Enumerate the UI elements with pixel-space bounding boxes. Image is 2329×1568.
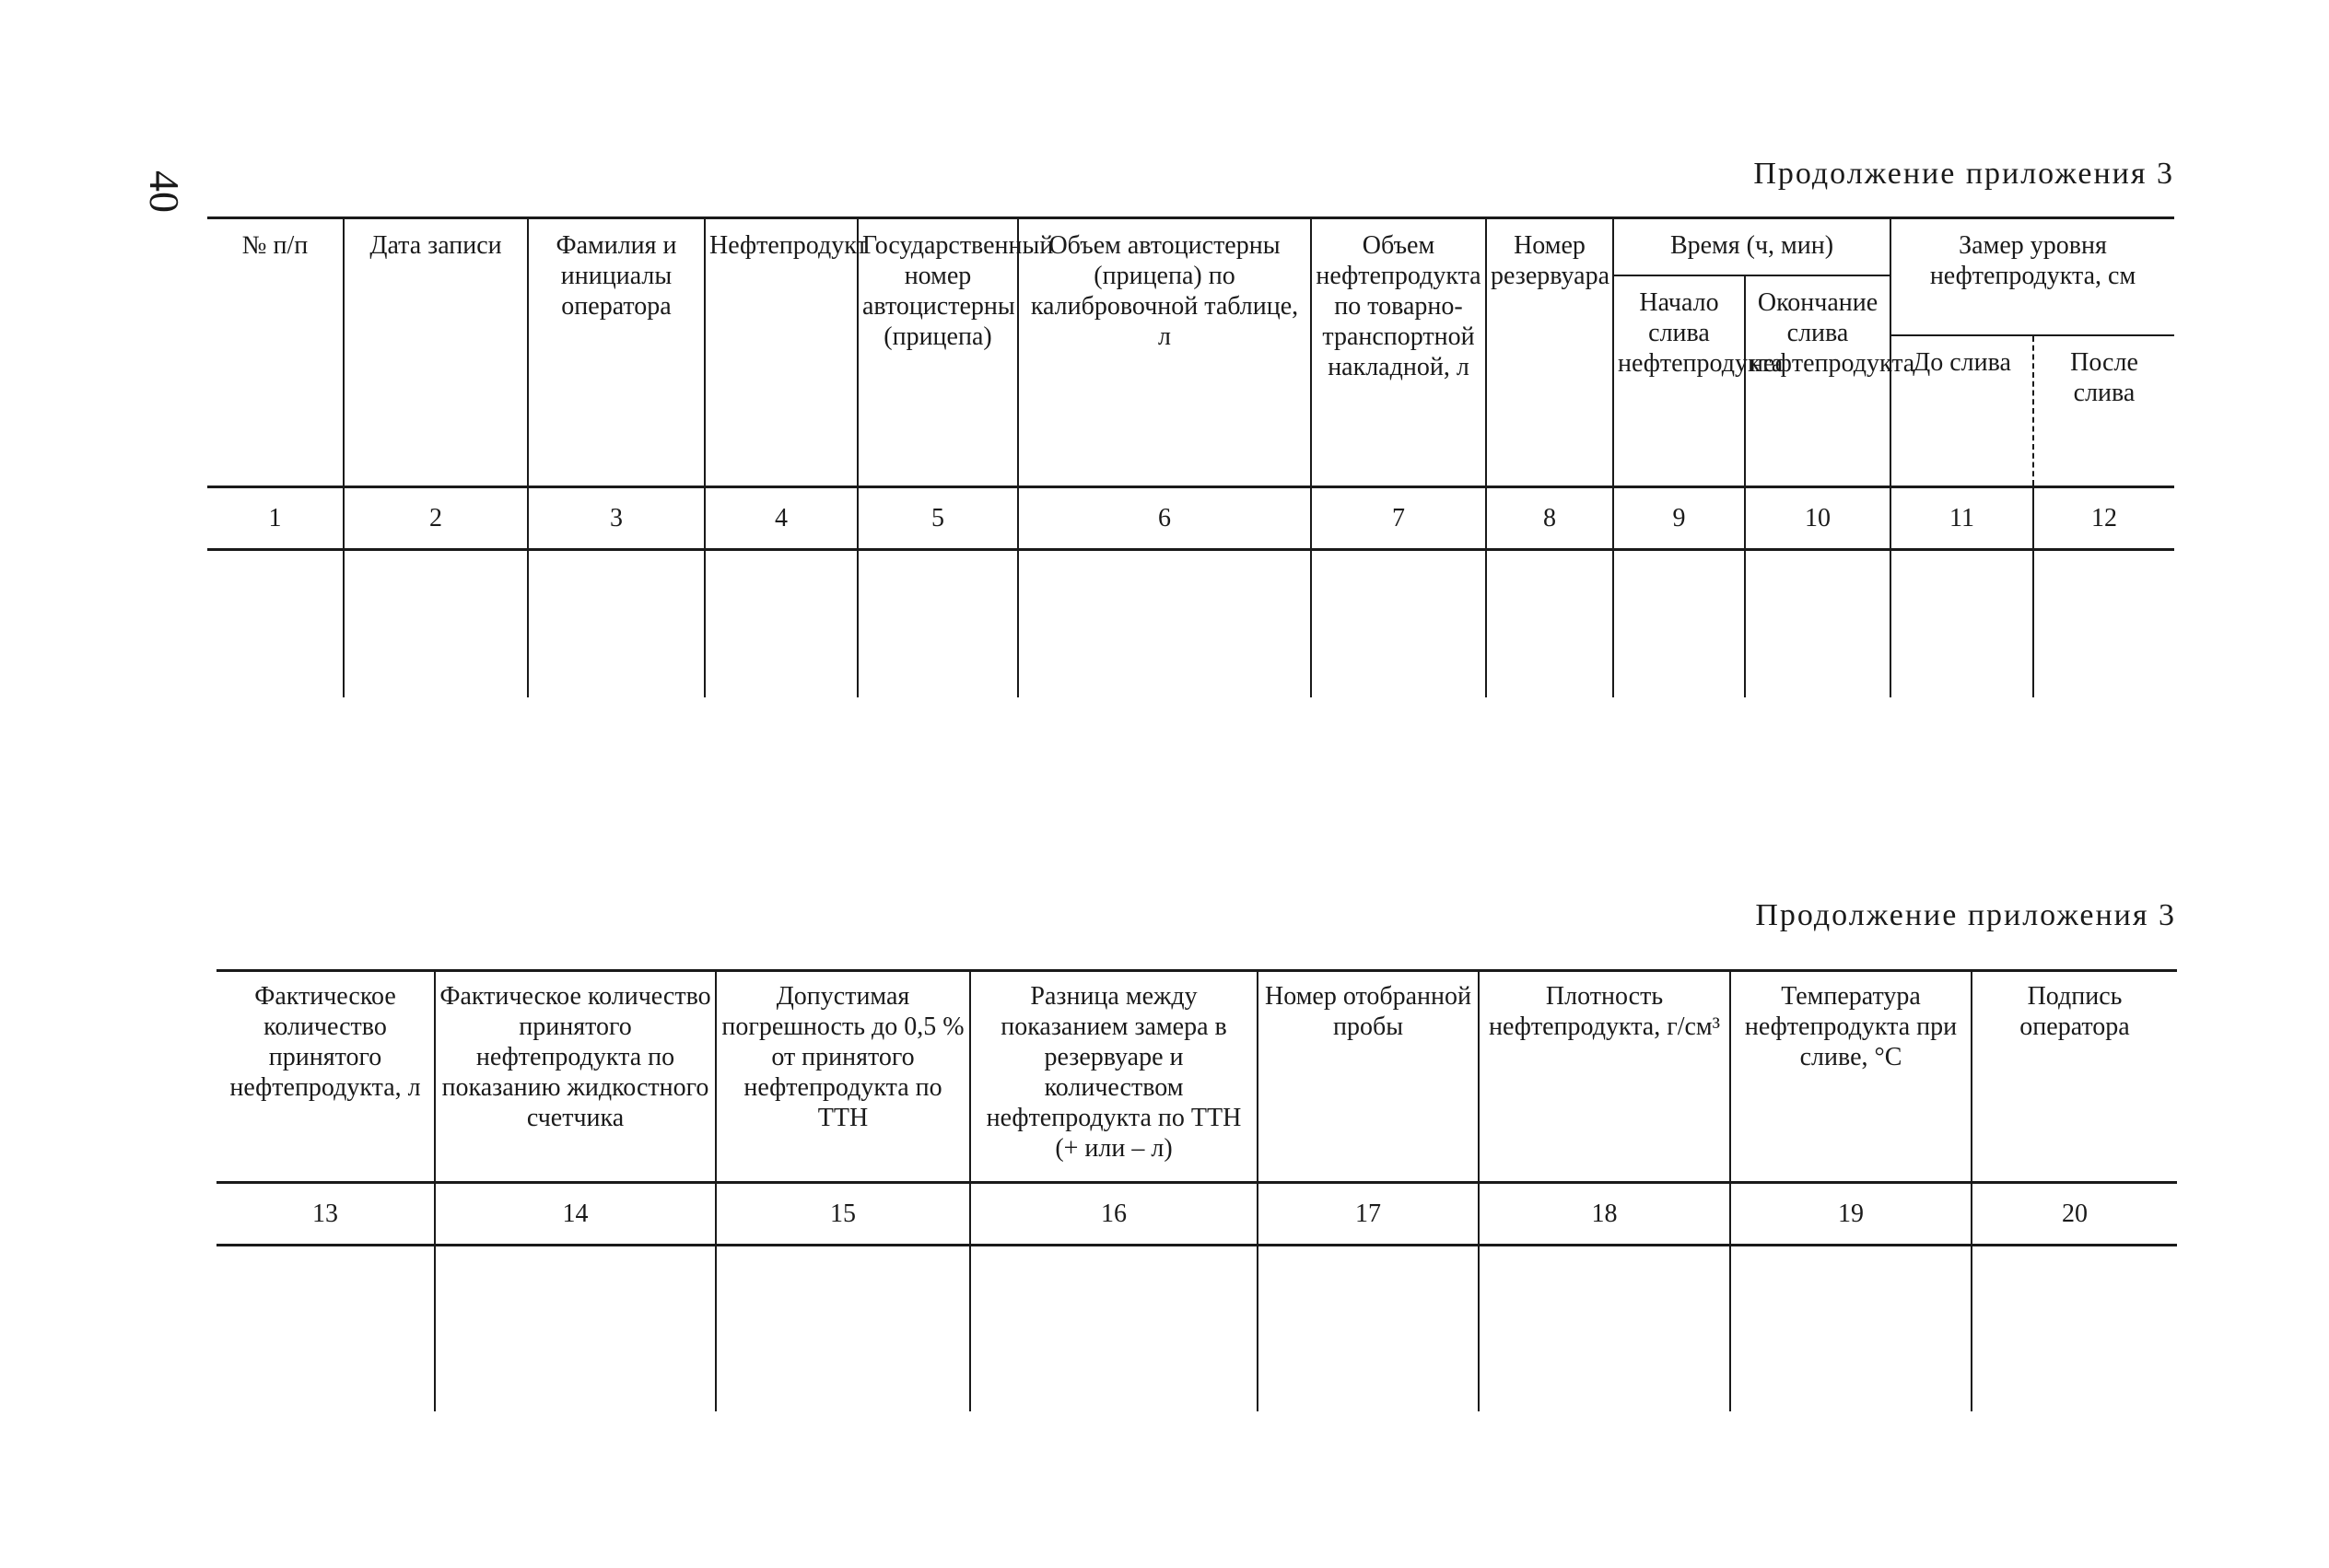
header-col-17: Номер отобранной пробы <box>1258 971 1479 1183</box>
header-col-2: Дата записи <box>344 218 528 487</box>
continuation-title-2: Продолжение приложения 3 <box>1755 898 2176 932</box>
col-number-19: 19 <box>1730 1183 1972 1246</box>
header-col-13: Фактическое количество принятого нефтепродукта, л <box>217 971 435 1183</box>
col-number-20: 20 <box>1972 1183 2177 1246</box>
data-cell <box>970 1246 1258 1411</box>
header-col-14: Фактическое количество принятого нефтепродукта по показанию жидкостного счетчика <box>435 971 716 1183</box>
data-cell <box>1890 550 2033 697</box>
col-number-12: 12 <box>2033 487 2174 550</box>
col-number-17: 17 <box>1258 1183 1479 1246</box>
header-col-5: Государственный номер автоцистерны (прицепа) <box>858 218 1018 487</box>
col-number-16: 16 <box>970 1183 1258 1246</box>
table-row <box>217 1246 2177 1411</box>
col-number-13: 13 <box>217 1183 435 1246</box>
header-col-20: Подпись оператора <box>1972 971 2177 1183</box>
header-group-time: Время (ч, мин) <box>1613 218 1890 275</box>
data-cell <box>1311 550 1486 697</box>
header-col-16: Разница между показанием замера в резервуаре и количеством нефтепродукта по ТТН (+ или – л) <box>970 971 1258 1183</box>
col-number-4: 4 <box>705 487 858 550</box>
data-cell <box>207 550 344 697</box>
continuation-title-1: Продолжение приложения 3 <box>1753 157 2174 191</box>
data-cell <box>344 550 528 697</box>
col-number-5: 5 <box>858 487 1018 550</box>
data-cell <box>1972 1246 2177 1411</box>
col-number-8: 8 <box>1486 487 1613 550</box>
journal-table-part-2 <box>217 969 2177 1411</box>
header-col-8: Номер резервуара <box>1486 218 1613 487</box>
data-cell <box>705 550 858 697</box>
data-cell <box>858 550 1018 697</box>
data-cell <box>716 1246 970 1411</box>
data-cell <box>2033 550 2174 697</box>
header-col-11: До слива <box>1890 335 2033 487</box>
col-number-14: 14 <box>435 1183 716 1246</box>
data-cell <box>217 1246 435 1411</box>
data-cell <box>435 1246 716 1411</box>
header-col-7: Объем нефтепродукта по товарно-транспортной накладной, л <box>1311 218 1486 487</box>
journal-table-part-1 <box>207 216 2174 697</box>
header-col-6: Объем автоцистерны (прицепа) по калибровочной таблице, л <box>1018 218 1311 487</box>
data-cell <box>1018 550 1311 697</box>
col-number-10: 10 <box>1745 487 1890 550</box>
col-number-18: 18 <box>1479 1183 1730 1246</box>
header-col-19: Температура нефтепродукта при сливе, °С <box>1730 971 1972 1183</box>
col-number-3: 3 <box>528 487 705 550</box>
page-number: 40 <box>141 170 188 213</box>
header-col-1: № п/п <box>207 218 344 487</box>
data-cell <box>1730 1246 1972 1411</box>
header-col-4: Нефтепродукт <box>705 218 858 487</box>
col-number-9: 9 <box>1613 487 1745 550</box>
col-number-2: 2 <box>344 487 528 550</box>
data-cell <box>1479 1246 1730 1411</box>
header-col-3: Фамилия и инициалы оператора <box>528 218 705 487</box>
col-number-7: 7 <box>1311 487 1486 550</box>
header-group-level: Замер уровня нефтепродукта, см <box>1890 218 2174 335</box>
col-number-6: 6 <box>1018 487 1311 550</box>
header-col-10: Окончание слива нефтепродукта <box>1745 275 1890 487</box>
data-cell <box>1486 550 1613 697</box>
data-cell <box>1613 550 1745 697</box>
data-cell <box>1745 550 1890 697</box>
header-col-15: Допустимая погрешность до 0,5 % от принятого нефтепродукта по ТТН <box>716 971 970 1183</box>
table-row <box>207 550 2174 697</box>
col-number-15: 15 <box>716 1183 970 1246</box>
data-cell <box>1258 1246 1479 1411</box>
data-cell <box>528 550 705 697</box>
col-number-1: 1 <box>207 487 344 550</box>
col-number-11: 11 <box>1890 487 2033 550</box>
header-col-9: Начало слива нефтепродукта <box>1613 275 1745 487</box>
header-col-12: После слива <box>2033 335 2174 487</box>
header-col-18: Плотность нефтепродукта, г/см³ <box>1479 971 1730 1183</box>
